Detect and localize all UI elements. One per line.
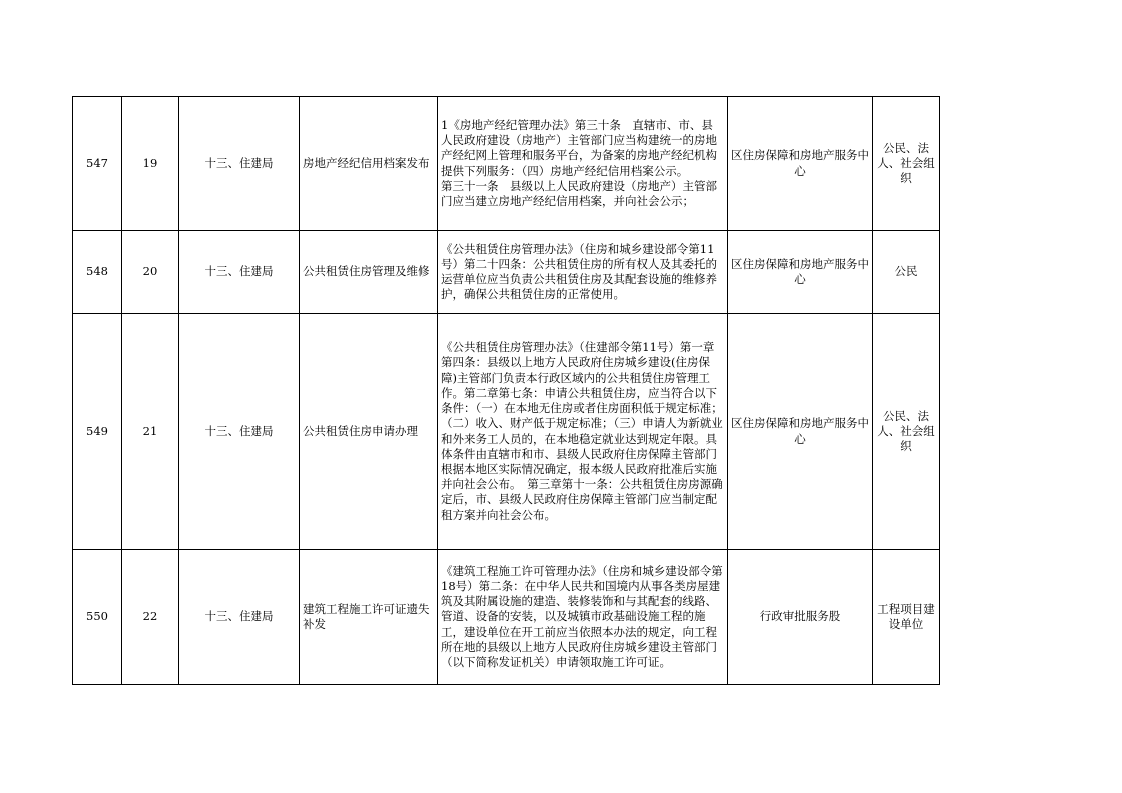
- department: 十三、住建局: [179, 97, 300, 231]
- sequence-number: 22: [122, 550, 179, 685]
- department: 十三、住建局: [179, 550, 300, 685]
- legal-basis: 《公共租赁住房管理办法》（住房和城乡建设部令第11号）第二十四条：公共租赁住房的所有权人及其委托的运营单位应当负责公共租赁住房及其配套设施的维修养护，确保公共租赁住房的正常使用。: [438, 231, 728, 314]
- table-row: [73, 314, 940, 550]
- service-target: 公民: [873, 231, 940, 314]
- sequence-number: 21: [122, 314, 179, 550]
- responsible-unit: 区住房保障和房地产服务中心: [728, 314, 873, 550]
- responsible-unit: 区住房保障和房地产服务中心: [728, 231, 873, 314]
- responsible-unit: 区住房保障和房地产服务中心: [728, 97, 873, 231]
- item-name: 公共租赁住房申请办理: [300, 314, 438, 550]
- department: 十三、住建局: [179, 231, 300, 314]
- item-table: [72, 96, 940, 685]
- row-number: 548: [73, 231, 122, 314]
- row-number: 550: [73, 550, 122, 685]
- row-number: 549: [73, 314, 122, 550]
- row-number: 547: [73, 97, 122, 231]
- table-row: [73, 97, 940, 231]
- department: 十三、住建局: [179, 314, 300, 550]
- item-name: 公共租赁住房管理及维修: [300, 231, 438, 314]
- responsible-unit: 行政审批服务股: [728, 550, 873, 685]
- table-row: [73, 231, 940, 314]
- legal-basis: 1《房地产经纪管理办法》第三十条 直辖市、市、县人民政府建设（房地产）主管部门应当构建统一的房地产经纪网上管理和服务平台，为备案的房地产经纪机构提供下列服务：（四）房地产经纪信用档案公示。 第三十一条 县级以上人民政府建设（房地产）主管部门应当建立房地产经纪信用档案，并向社会公示；: [438, 97, 728, 231]
- service-target: 公民、法人、社会组织: [873, 314, 940, 550]
- sequence-number: 20: [122, 231, 179, 314]
- item-name: 建筑工程施工许可证遗失补发: [300, 550, 438, 685]
- item-name: 房地产经纪信用档案发布: [300, 97, 438, 231]
- legal-basis: 《建筑工程施工许可管理办法》（住房和城乡建设部令第18号）第二条：在中华人民共和国境内从事各类房屋建筑及其附属设施的建造、装修装饰和与其配套的线路、管道、设备的安装，以及城镇市政基础设施工程的施工，建设单位在开工前应当依照本办法的规定，向工程所在地的县级以上地方人民政府住房城乡建设主管部门（以下简称发证机关）申请领取施工许可证。: [438, 550, 728, 685]
- service-target: 工程项目建设单位: [873, 550, 940, 685]
- legal-basis: 《公共租赁住房管理办法》（住建部令第11号）第一章第四条：县级以上地方人民政府住房城乡建设(住房保障)主管部门负责本行政区域内的公共租赁住房管理工作。第二章第七条：申请公共租赁住房，应当符合以下条件：（一）在本地无住房或者住房面积低于规定标准；（二）收入、财产低于规定标准；（三）申请人为新就业和外来务工人员的，在本地稳定就业达到规定年限。具体条件由直辖市和市、县级人民政府住房保障主管部门根据本地区实际情况确定，报本级人民政府批准后实施并向社会公布。 第三章第十一条：公共租赁住房房源确定后，市、县级人民政府住房保障主管部门应当制定配租方案并向社会公布。: [438, 314, 728, 550]
- sequence-number: 19: [122, 97, 179, 231]
- service-target: 公民、法人、社会组织: [873, 97, 940, 231]
- table-row: [73, 550, 940, 685]
